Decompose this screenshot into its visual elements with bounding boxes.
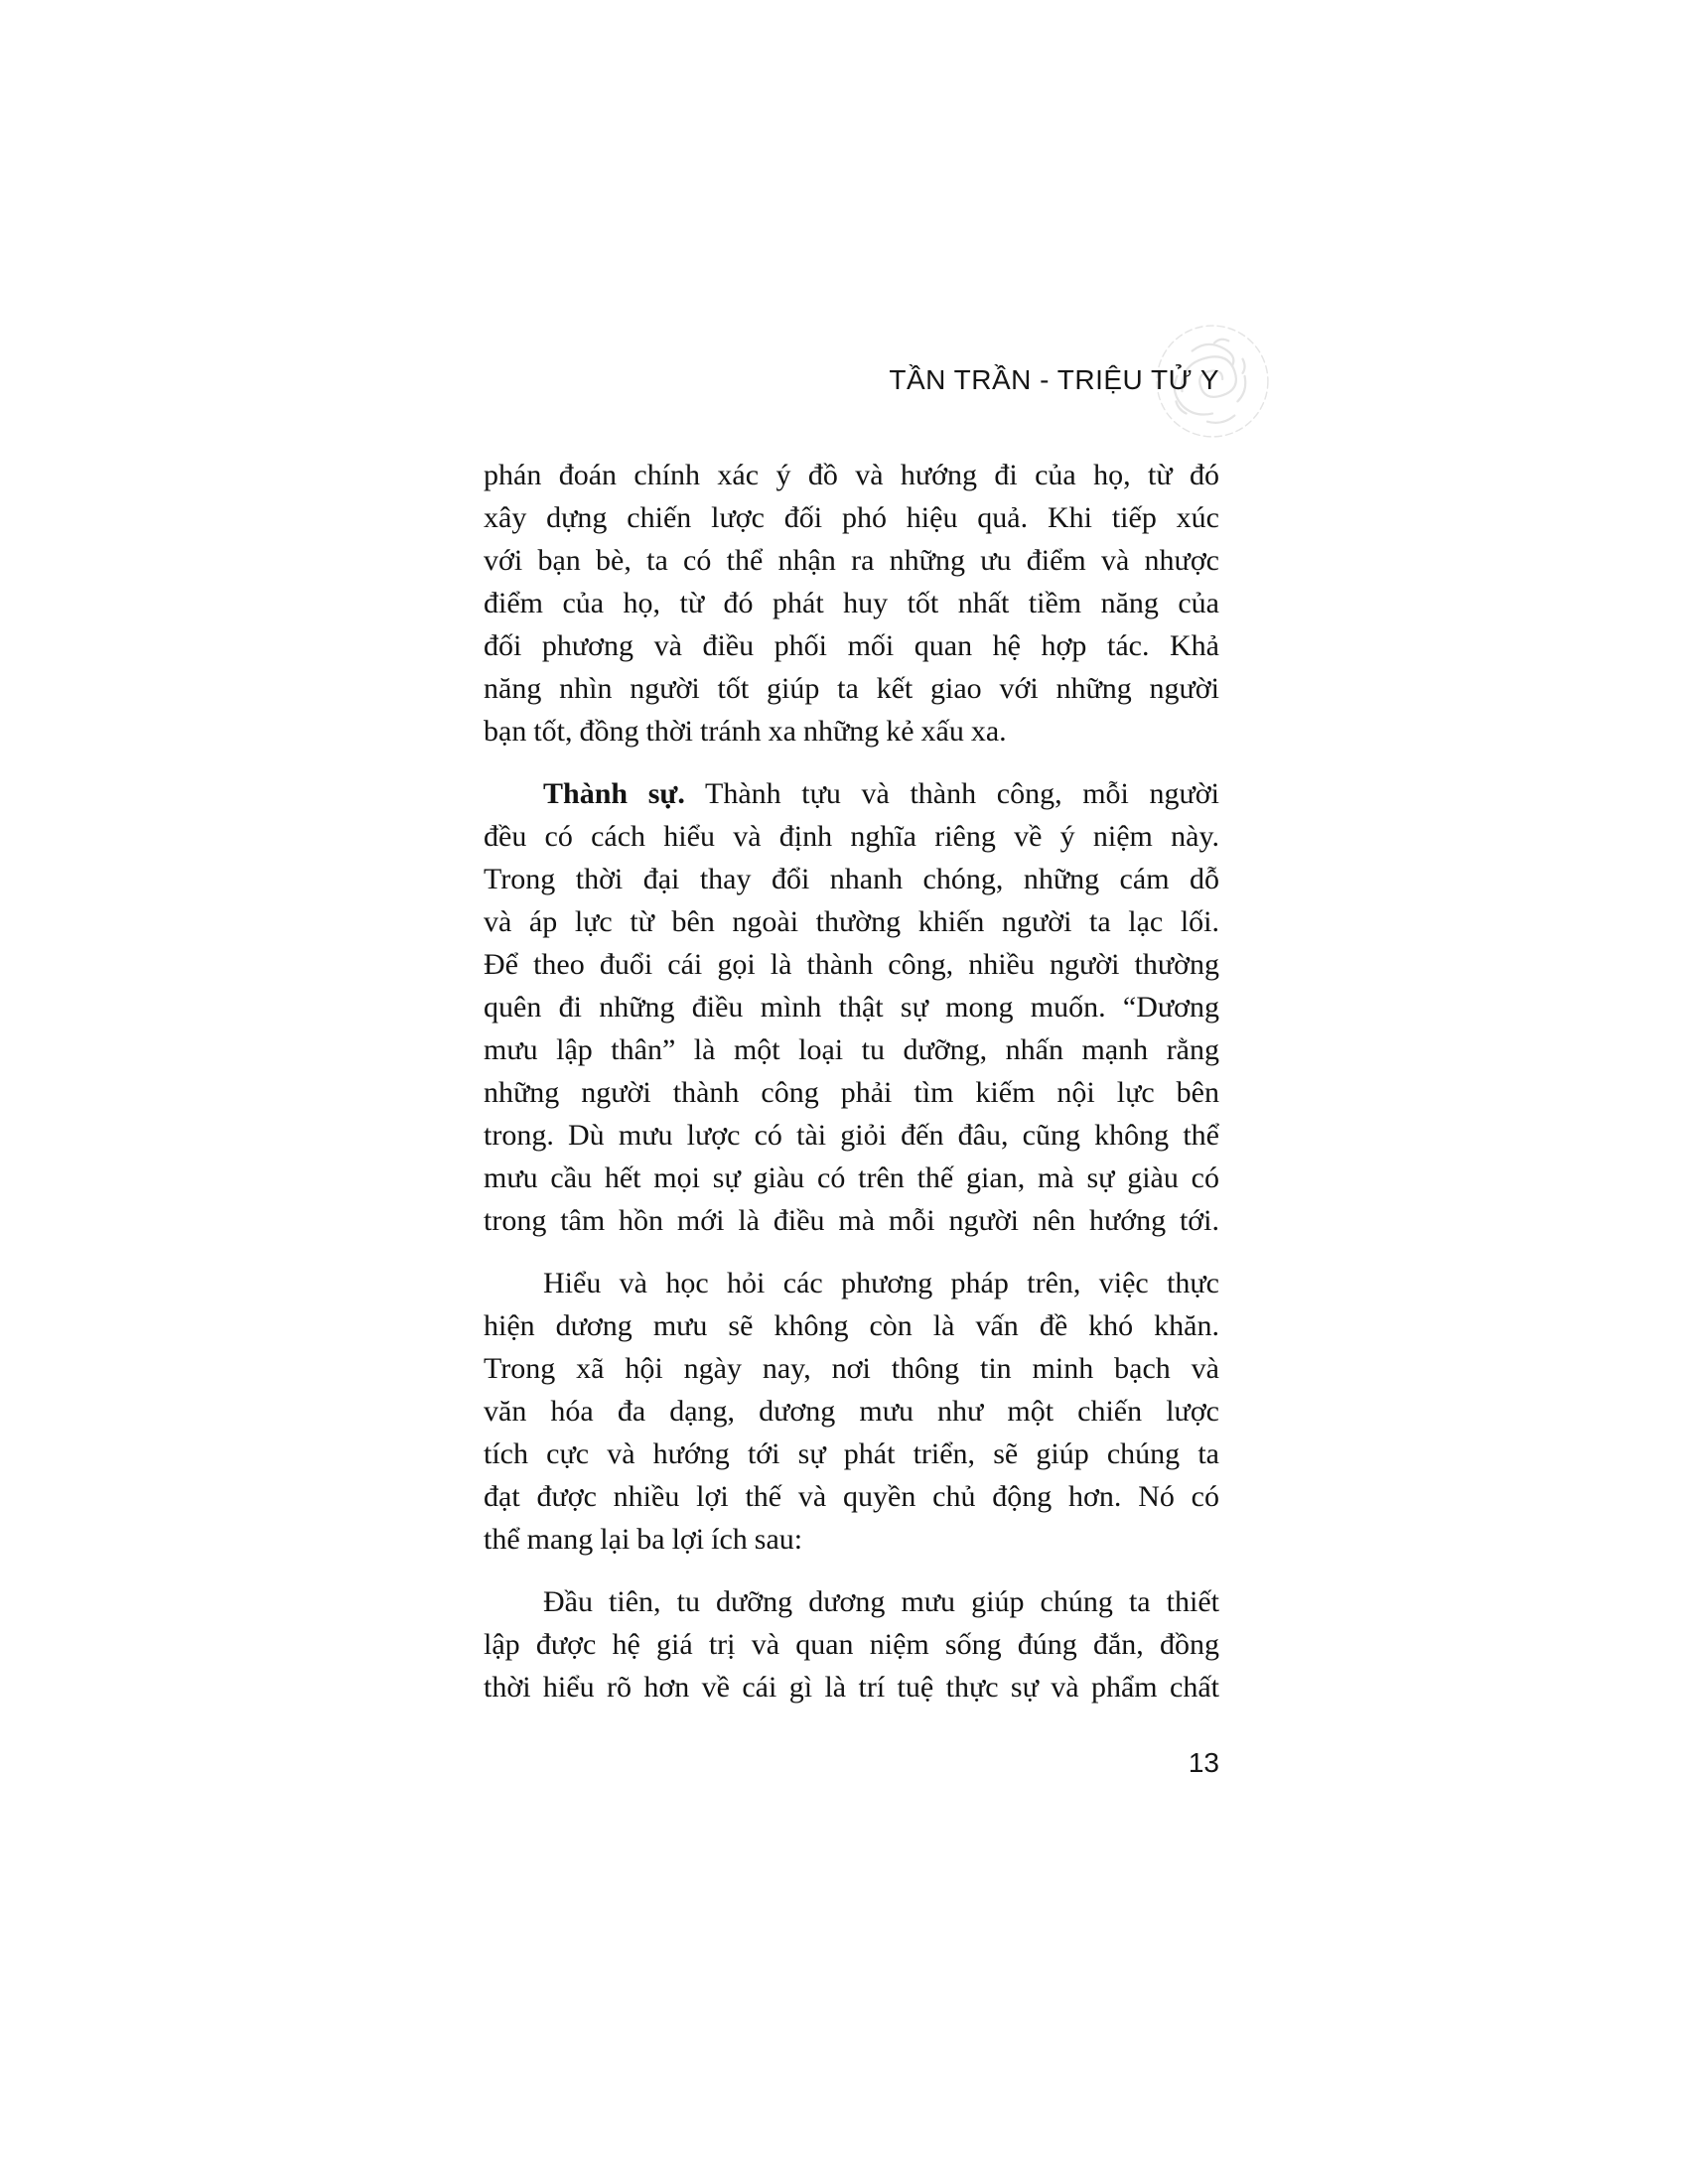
text-line: Hiểu và học hỏi các phương pháp trên, việc thực	[543, 1267, 1219, 1299]
text-line: phán đoán chính xác ý đồ và hướng đi của họ, từ đó	[484, 459, 1219, 491]
text-line: Để theo đuổi cái gọi là thành công, nhiều người thường	[484, 948, 1219, 981]
text-line: lập được hệ giá trị và quan niệm sống đúng đắn, đồng	[484, 1628, 1219, 1661]
body-text	[484, 454, 1219, 1708]
text-line: Trong thời đại thay đổi nhanh chóng, những cám dỗ	[484, 863, 1219, 895]
text-line: đều có cách hiểu và định nghĩa riêng về ý niệm này.	[484, 820, 1219, 853]
text-line: Trong xã hội ngày nay, nơi thông tin minh bạch và	[484, 1352, 1219, 1385]
text-line: quên đi những điều mình thật sự mong muốn. “Dương	[484, 991, 1219, 1024]
text-line: Thành sự. Thành tựu và thành công, mỗi người	[543, 777, 1219, 810]
paragraph	[484, 772, 1219, 1242]
text-line: với bạn bè, ta có thể nhận ra những ưu điểm và nhược	[484, 544, 1219, 577]
text-line: thể mang lại ba lợi ích sau:	[484, 1523, 803, 1556]
text-line: bạn tốt, đồng thời tránh xa những kẻ xấu xa.	[484, 715, 1007, 748]
paragraph	[484, 1580, 1219, 1708]
running-head-title: TẦN TRẦN - TRIỆU TỬ Y	[889, 364, 1219, 395]
text-line: tích cực và hướng tới sự phát triển, sẽ giúp chúng ta	[484, 1437, 1219, 1470]
paragraph	[484, 1262, 1219, 1561]
paragraph	[484, 454, 1219, 752]
text-line: trong. Dù mưu lược có tài giỏi đến đâu, cũng không thể	[484, 1119, 1219, 1152]
text-line: năng nhìn người tốt giúp ta kết giao với những người	[484, 672, 1219, 705]
text-line: những người thành công phải tìm kiếm nội lực bên	[484, 1076, 1219, 1109]
text-line: đạt được nhiều lợi thế và quyền chủ động hơn. Nó có	[484, 1480, 1219, 1513]
text-line: văn hóa đa dạng, dương mưu như một chiến lược	[484, 1395, 1219, 1428]
text-line: xây dựng chiến lược đối phó hiệu quả. Khi tiếp xúc	[484, 501, 1219, 534]
text-line: trong tâm hồn mới là điều mà mỗi người nên hướng tới.	[484, 1204, 1219, 1237]
text-line: và áp lực từ bên ngoài thường khiến người ta lạc lối.	[484, 905, 1219, 938]
text-line: thời hiểu rõ hơn về cái gì là trí tuệ thực sự và phẩm chất	[484, 1671, 1219, 1704]
text-line: điểm của họ, từ đó phát huy tốt nhất tiềm năng của	[484, 587, 1219, 619]
text-line: hiện dương mưu sẽ không còn là vấn đề khó khăn.	[484, 1309, 1219, 1342]
text-line: mưu cầu hết mọi sự giàu có trên thế gian, mà sự giàu có	[484, 1161, 1219, 1194]
text-line: đối phương và điều phối mối quan hệ hợp tác. Khả	[484, 629, 1219, 662]
text-line: mưu lập thân” là một loại tu dưỡng, nhấn mạnh rằng	[484, 1033, 1219, 1066]
text-line: Đầu tiên, tu dưỡng dương mưu giúp chúng ta thiết	[543, 1585, 1219, 1618]
page-number: 13	[1188, 1747, 1219, 1778]
